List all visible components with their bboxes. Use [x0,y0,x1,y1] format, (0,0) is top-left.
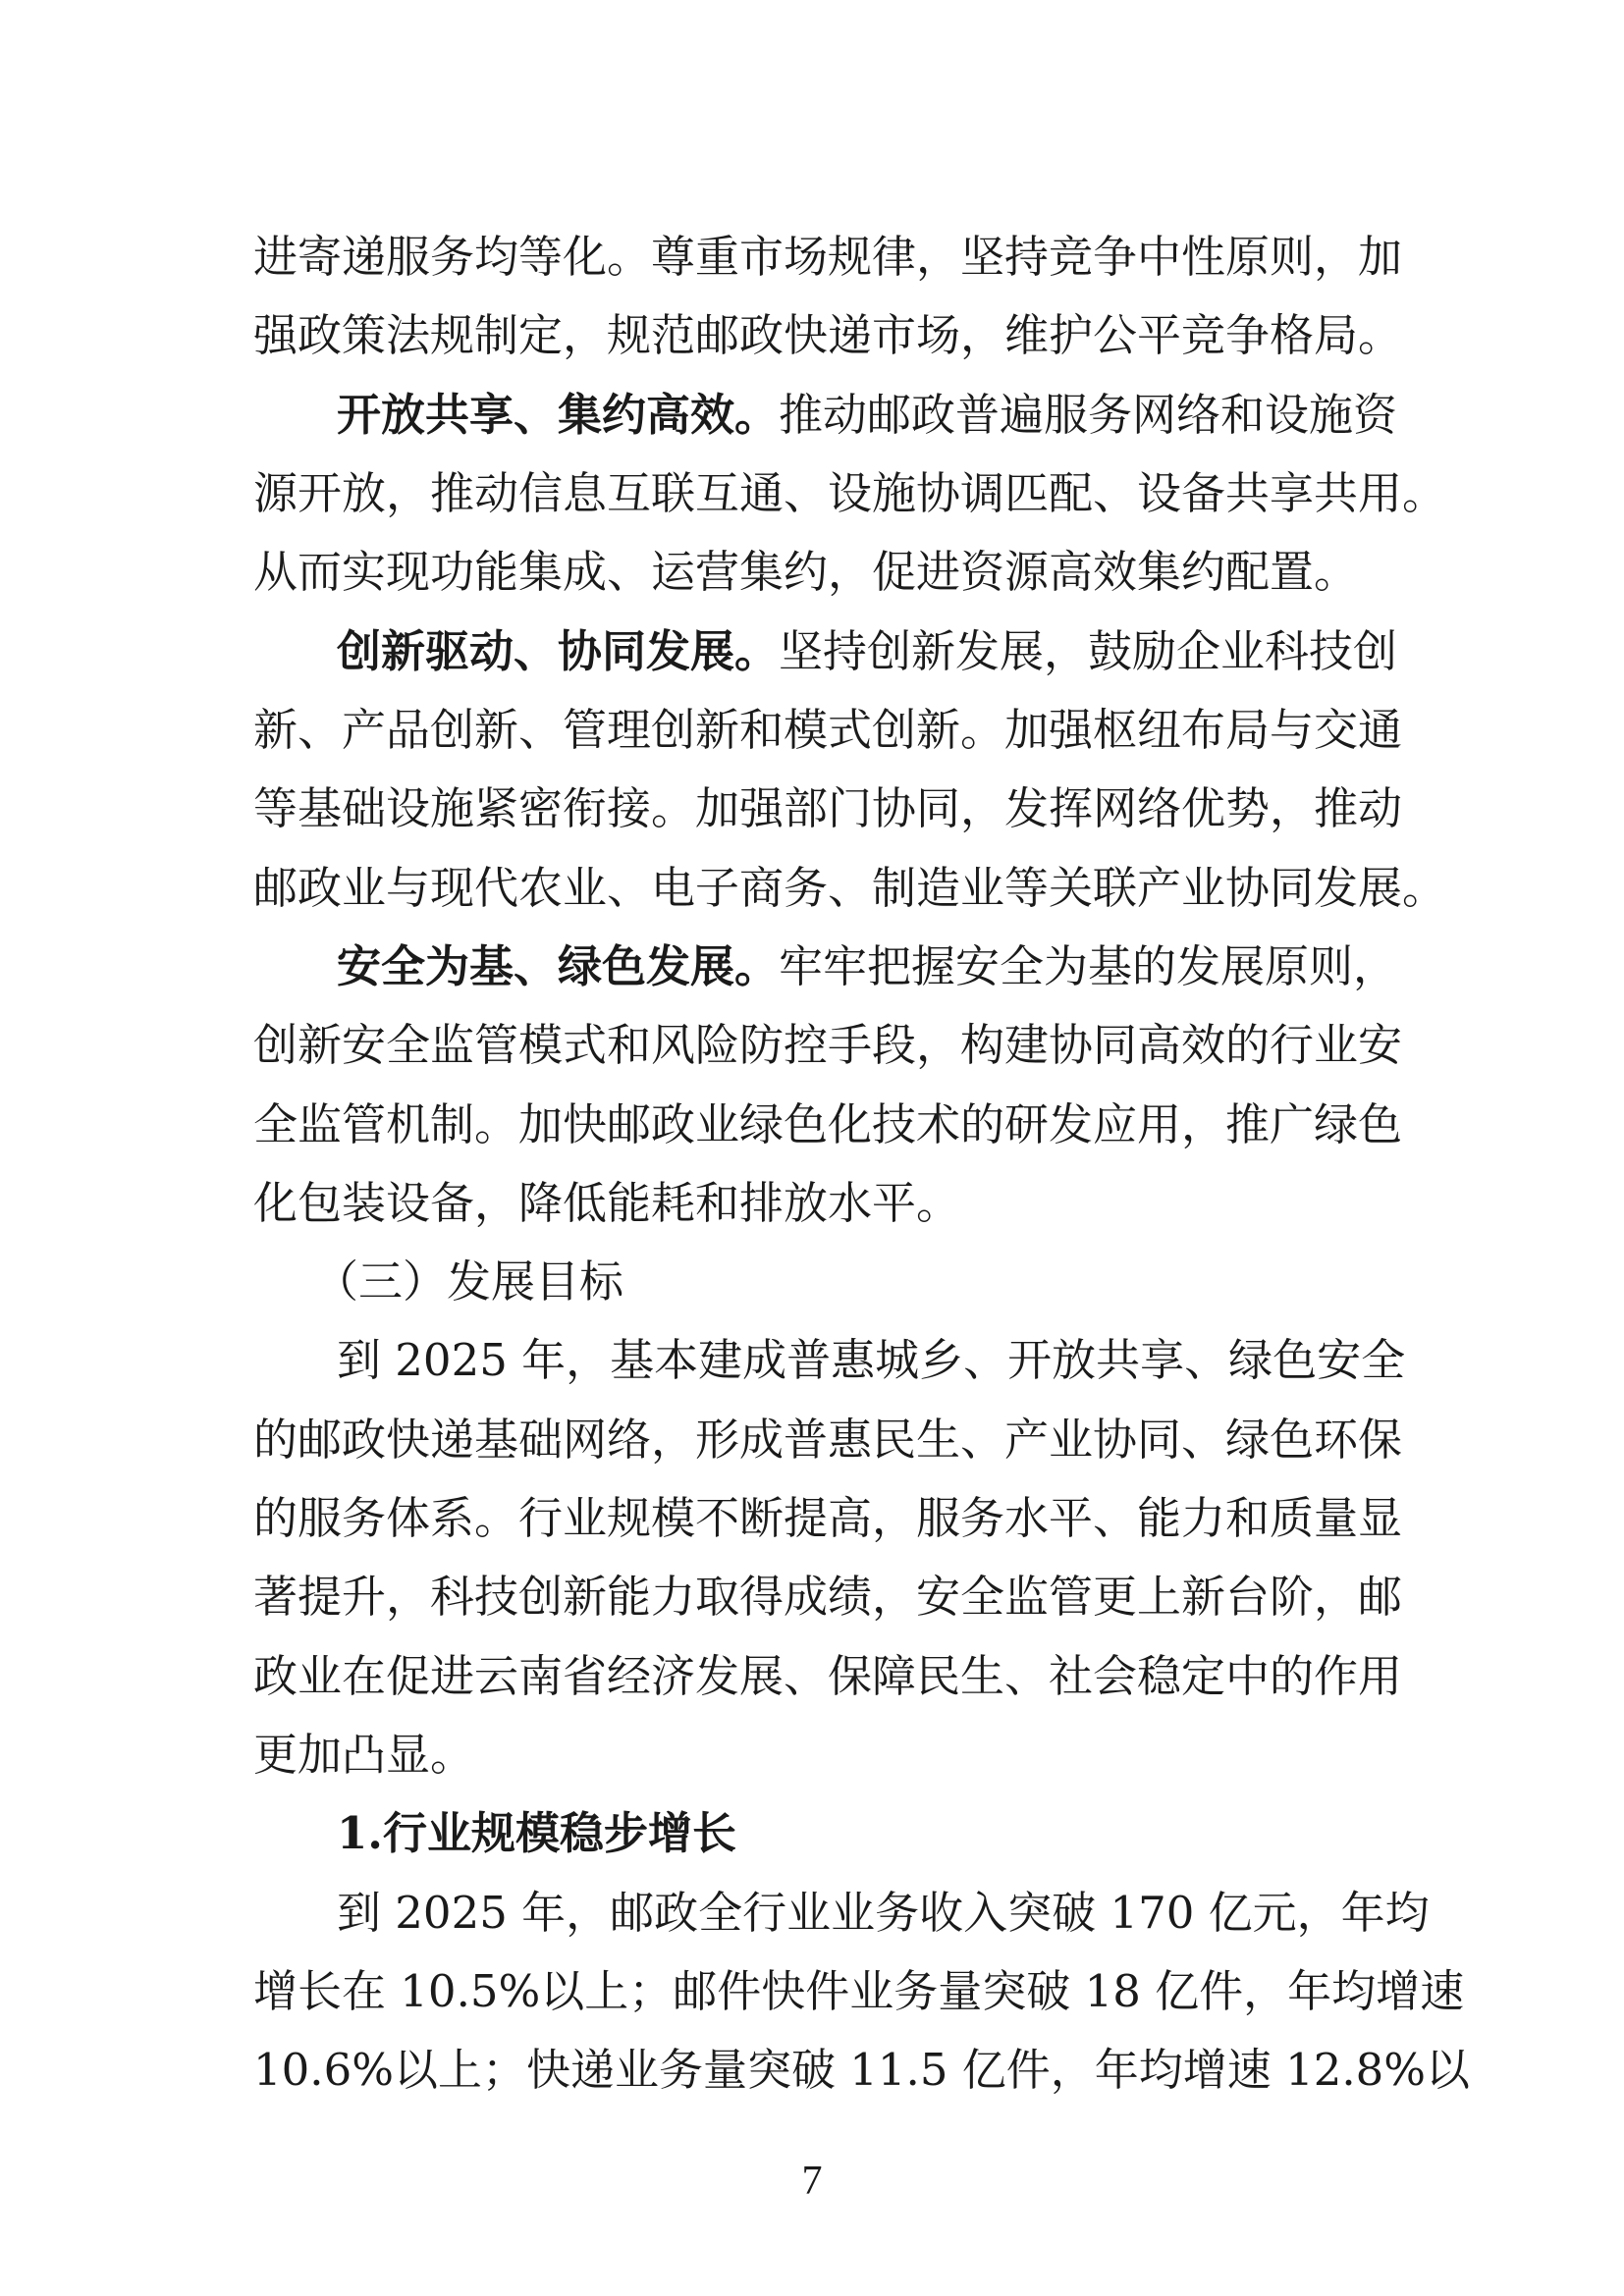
paragraph-first-line [337,376,1398,454]
text-line: 的邮政快递基础网络，形成普惠民生、产业协同、绿色环保 [253,1414,1403,1466]
paragraph-text: 牢牢把握安全为基的发展原则， [779,940,1398,992]
paragraph-first-line [337,928,1398,1006]
text-line: 著提升，科技创新能力取得成绩，安全监管更上新台阶，邮 [253,1571,1403,1623]
paragraph-lead: 安全为基、绿色发展。 [337,940,780,992]
text-line: 新、产品创新、管理创新和模式创新。加强枢纽布局与交通 [253,704,1403,756]
paragraph-lead: 开放共享、集约高效。 [337,389,780,441]
text-line: 10.6%以上；快递业务量突破 11.5 亿件，年均增速 12.8%以 [253,2044,1471,2096]
text-line: 的服务体系。行业规模不断提高，服务水平、能力和质量显 [253,1492,1403,1544]
text-line: 到 2025 年，邮政全行业业务收入突破 170 亿元，年均 [337,1887,1430,1939]
text-line: 强政策法规制定，规范邮政快递市场，维护公平竞争格局。 [253,309,1403,361]
text-line: 政业在促进云南省经济发展、保障民生、社会稳定中的作用 [253,1650,1403,1702]
text-line: 邮政业与现代农业、电子商务、制造业等关联产业协同发展。 [253,862,1447,914]
text-line: 创新安全监管模式和风险防控手段，构建协同高效的行业安 [253,1019,1403,1071]
text-line: 进寄递服务均等化。尊重市场规律，坚持竞争中性原则，加 [253,231,1403,283]
text-line: 等基础设施紧密衔接。加强部门协同，发挥网络优势，推动 [253,782,1403,834]
paragraph-text: 坚持创新发展，鼓励企业科技创 [779,625,1398,677]
text-line: 全监管机制。加快邮政业绿色化技术的研发应用，推广绿色 [253,1098,1403,1150]
text-line: 更加凸显。 [253,1729,475,1781]
paragraph-lead: 创新驱动、协同发展。 [337,625,780,677]
text-line: 从而实现功能集成、运营集约，促进资源高效集约配置。 [253,546,1359,598]
section-heading: （三）发展目标 [314,1255,624,1308]
page-number: 7 [801,2159,823,2204]
text-line: 化包装设备，降低能耗和排放水平。 [253,1177,961,1229]
text-line: 到 2025 年，基本建成普惠城乡、开放共享、绿色安全 [337,1334,1406,1386]
subheading: 1.行业规模稳步增长 [337,1807,736,1859]
paragraph-first-line [337,613,1398,691]
text-line: 增长在 10.5%以上；邮件快件业务量突破 18 亿件，年均增速 [253,1965,1465,2017]
text-line: 源开放，推动信息互联互通、设施协调匹配、设备共享共用。 [253,467,1447,519]
paragraph-text: 推动邮政普遍服务网络和设施资 [779,389,1398,441]
